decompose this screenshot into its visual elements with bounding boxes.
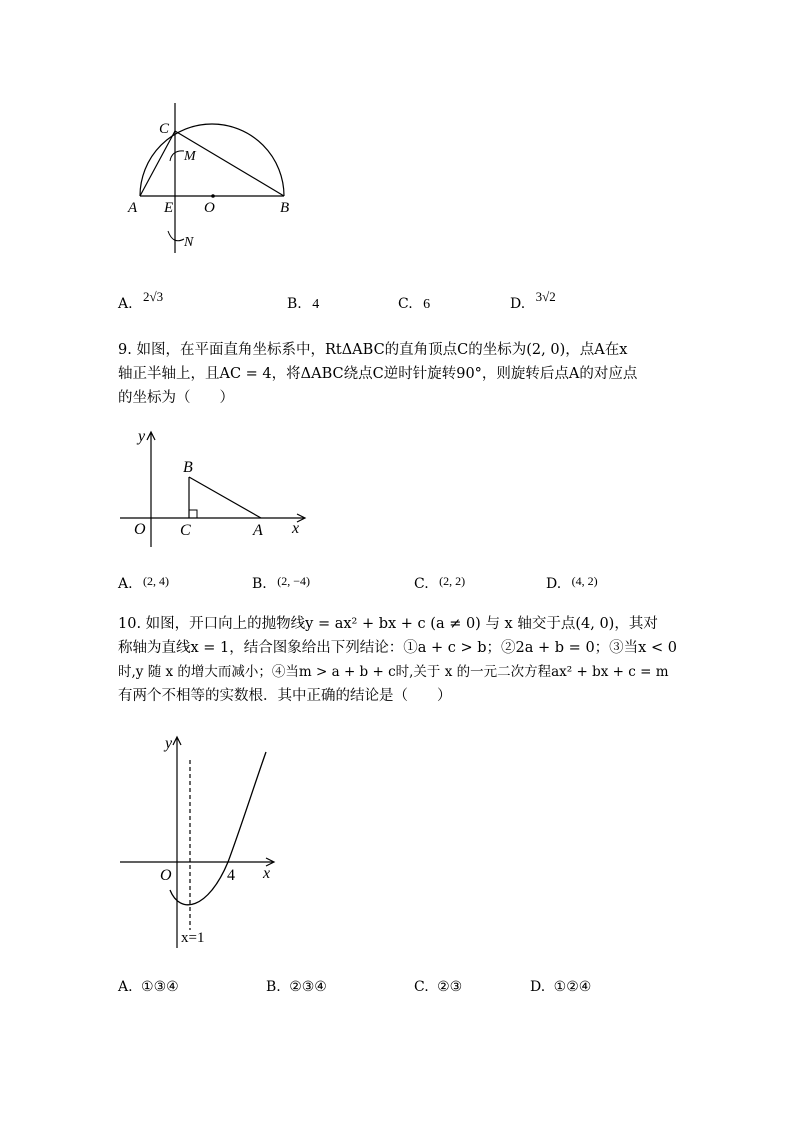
q10-option-c[interactable] — [414, 979, 462, 995]
q9-option-d-letter: D. — [546, 576, 562, 592]
q9-line-1 — [118, 338, 678, 362]
q10-figure — [118, 730, 288, 950]
q8-option-a[interactable] — [118, 289, 164, 312]
q9-option-c-value: (2, 2) — [439, 574, 466, 588]
q8-label-b: B — [280, 200, 290, 216]
q8-option-a-letter: A. — [118, 296, 133, 312]
q9-label-b: B — [183, 459, 193, 476]
q10-option-c-value: ②③ — [437, 979, 463, 995]
q10-line-3: 时,y 随 x 的增大而减小；④当m > a + b + c时,关于 x 的一元二次方程ax² + bx + c = m — [118, 664, 669, 680]
q9-segment-ba — [189, 477, 261, 518]
q8-option-c-value: 6 — [423, 297, 431, 312]
q9-option-b[interactable] — [252, 576, 310, 592]
q10-line-1-text: 如图，开口向上的抛物线y = ax² + bx + c (a ≠ 0) 与 x 轴交于点(4, 0)，其对 — [145, 616, 658, 632]
q8-option-a-value: 2√3 — [143, 289, 164, 304]
q10-option-b[interactable] — [266, 979, 327, 995]
q9-line-1-text: 如图，在平面直角坐标系中，RtΔABC的直角顶点C的坐标为(2, 0)，点A在x — [136, 342, 628, 358]
q8-segment-ac — [140, 131, 175, 196]
q8-arc-mark-n — [168, 231, 184, 241]
q8-option-b-value: 4 — [312, 297, 320, 312]
q8-label-c: C — [159, 121, 170, 137]
q9-label-y: y — [138, 428, 146, 445]
q10-question — [118, 612, 678, 708]
q9-line-2: 轴正半轴上，且AC = 4，将ΔABC绕点C逆时针旋转90°，则旋转后点A的对应点 — [118, 366, 638, 382]
q10-label-o: O — [160, 867, 172, 884]
q9-number: 9. — [118, 342, 132, 358]
q8-arc-mark-m — [170, 151, 184, 161]
q9-right-angle-mark — [189, 510, 197, 518]
q9-option-d-value: (4, 2) — [571, 574, 598, 588]
q8-label-m: M — [184, 149, 196, 164]
q8-option-d-value: 3√2 — [535, 289, 556, 304]
q9-option-a-letter: A. — [118, 576, 133, 592]
q9-option-a[interactable] — [118, 576, 169, 592]
q9-option-b-letter: B. — [252, 576, 267, 592]
q10-option-d-letter: D. — [530, 979, 546, 995]
q9-line-3: 的坐标为（ ） — [118, 390, 234, 406]
q9-label-x: x — [292, 520, 300, 537]
q8-label-o: O — [204, 200, 215, 216]
q9-option-c-letter: C. — [414, 576, 429, 592]
q8-center-dot — [211, 194, 215, 198]
q9-label-a: A — [253, 522, 263, 539]
q10-parabola — [170, 752, 266, 905]
q10-option-d[interactable] — [530, 979, 591, 995]
q9-option-b-value: (2, −4) — [277, 574, 310, 588]
q9-label-o: O — [134, 521, 146, 538]
q8-option-c[interactable] — [398, 296, 430, 313]
q8-option-b-letter: B. — [287, 296, 302, 312]
q10-line-4: 有两个不相等的实数根．其中正确的结论是（ ） — [118, 688, 452, 704]
q8-option-d[interactable] — [510, 289, 556, 312]
q10-option-b-value: ②③④ — [289, 979, 327, 995]
q10-number: 10. — [118, 616, 142, 632]
q10-label-y: y — [165, 735, 173, 752]
q8-option-b[interactable] — [287, 296, 319, 313]
q9-label-c: C — [180, 522, 191, 539]
q9-option-d[interactable] — [546, 576, 598, 592]
q9-figure — [118, 425, 318, 550]
q8-label-n: N — [184, 235, 194, 250]
q10-line-2: 称轴为直线x = 1，结合图象给出下列结论：①a + c > b；②2a + b = 0；③当x < 0 — [118, 640, 677, 656]
q10-label-axis: x=1 — [181, 930, 205, 946]
q10-option-d-value: ①②④ — [553, 979, 592, 995]
q8-figure — [118, 95, 308, 260]
q8-label-a: A — [128, 200, 138, 216]
q10-option-c-letter: C. — [414, 979, 429, 995]
q8-option-d-letter: D. — [510, 296, 526, 312]
q10-line-1 — [118, 612, 678, 636]
q10-label-four: 4 — [227, 867, 235, 884]
q10-option-a-letter: A. — [118, 979, 133, 995]
q9-option-a-value: (2, 4) — [143, 574, 170, 588]
q8-label-e: E — [164, 200, 174, 216]
q10-label-x: x — [263, 865, 271, 882]
q10-option-a-value: ①③④ — [141, 979, 179, 995]
q8-option-c-letter: C. — [398, 296, 413, 312]
q9-option-c[interactable] — [414, 576, 465, 592]
q9-question — [118, 338, 678, 410]
q10-option-b-letter: B. — [266, 979, 281, 995]
q10-option-a[interactable] — [118, 979, 179, 995]
